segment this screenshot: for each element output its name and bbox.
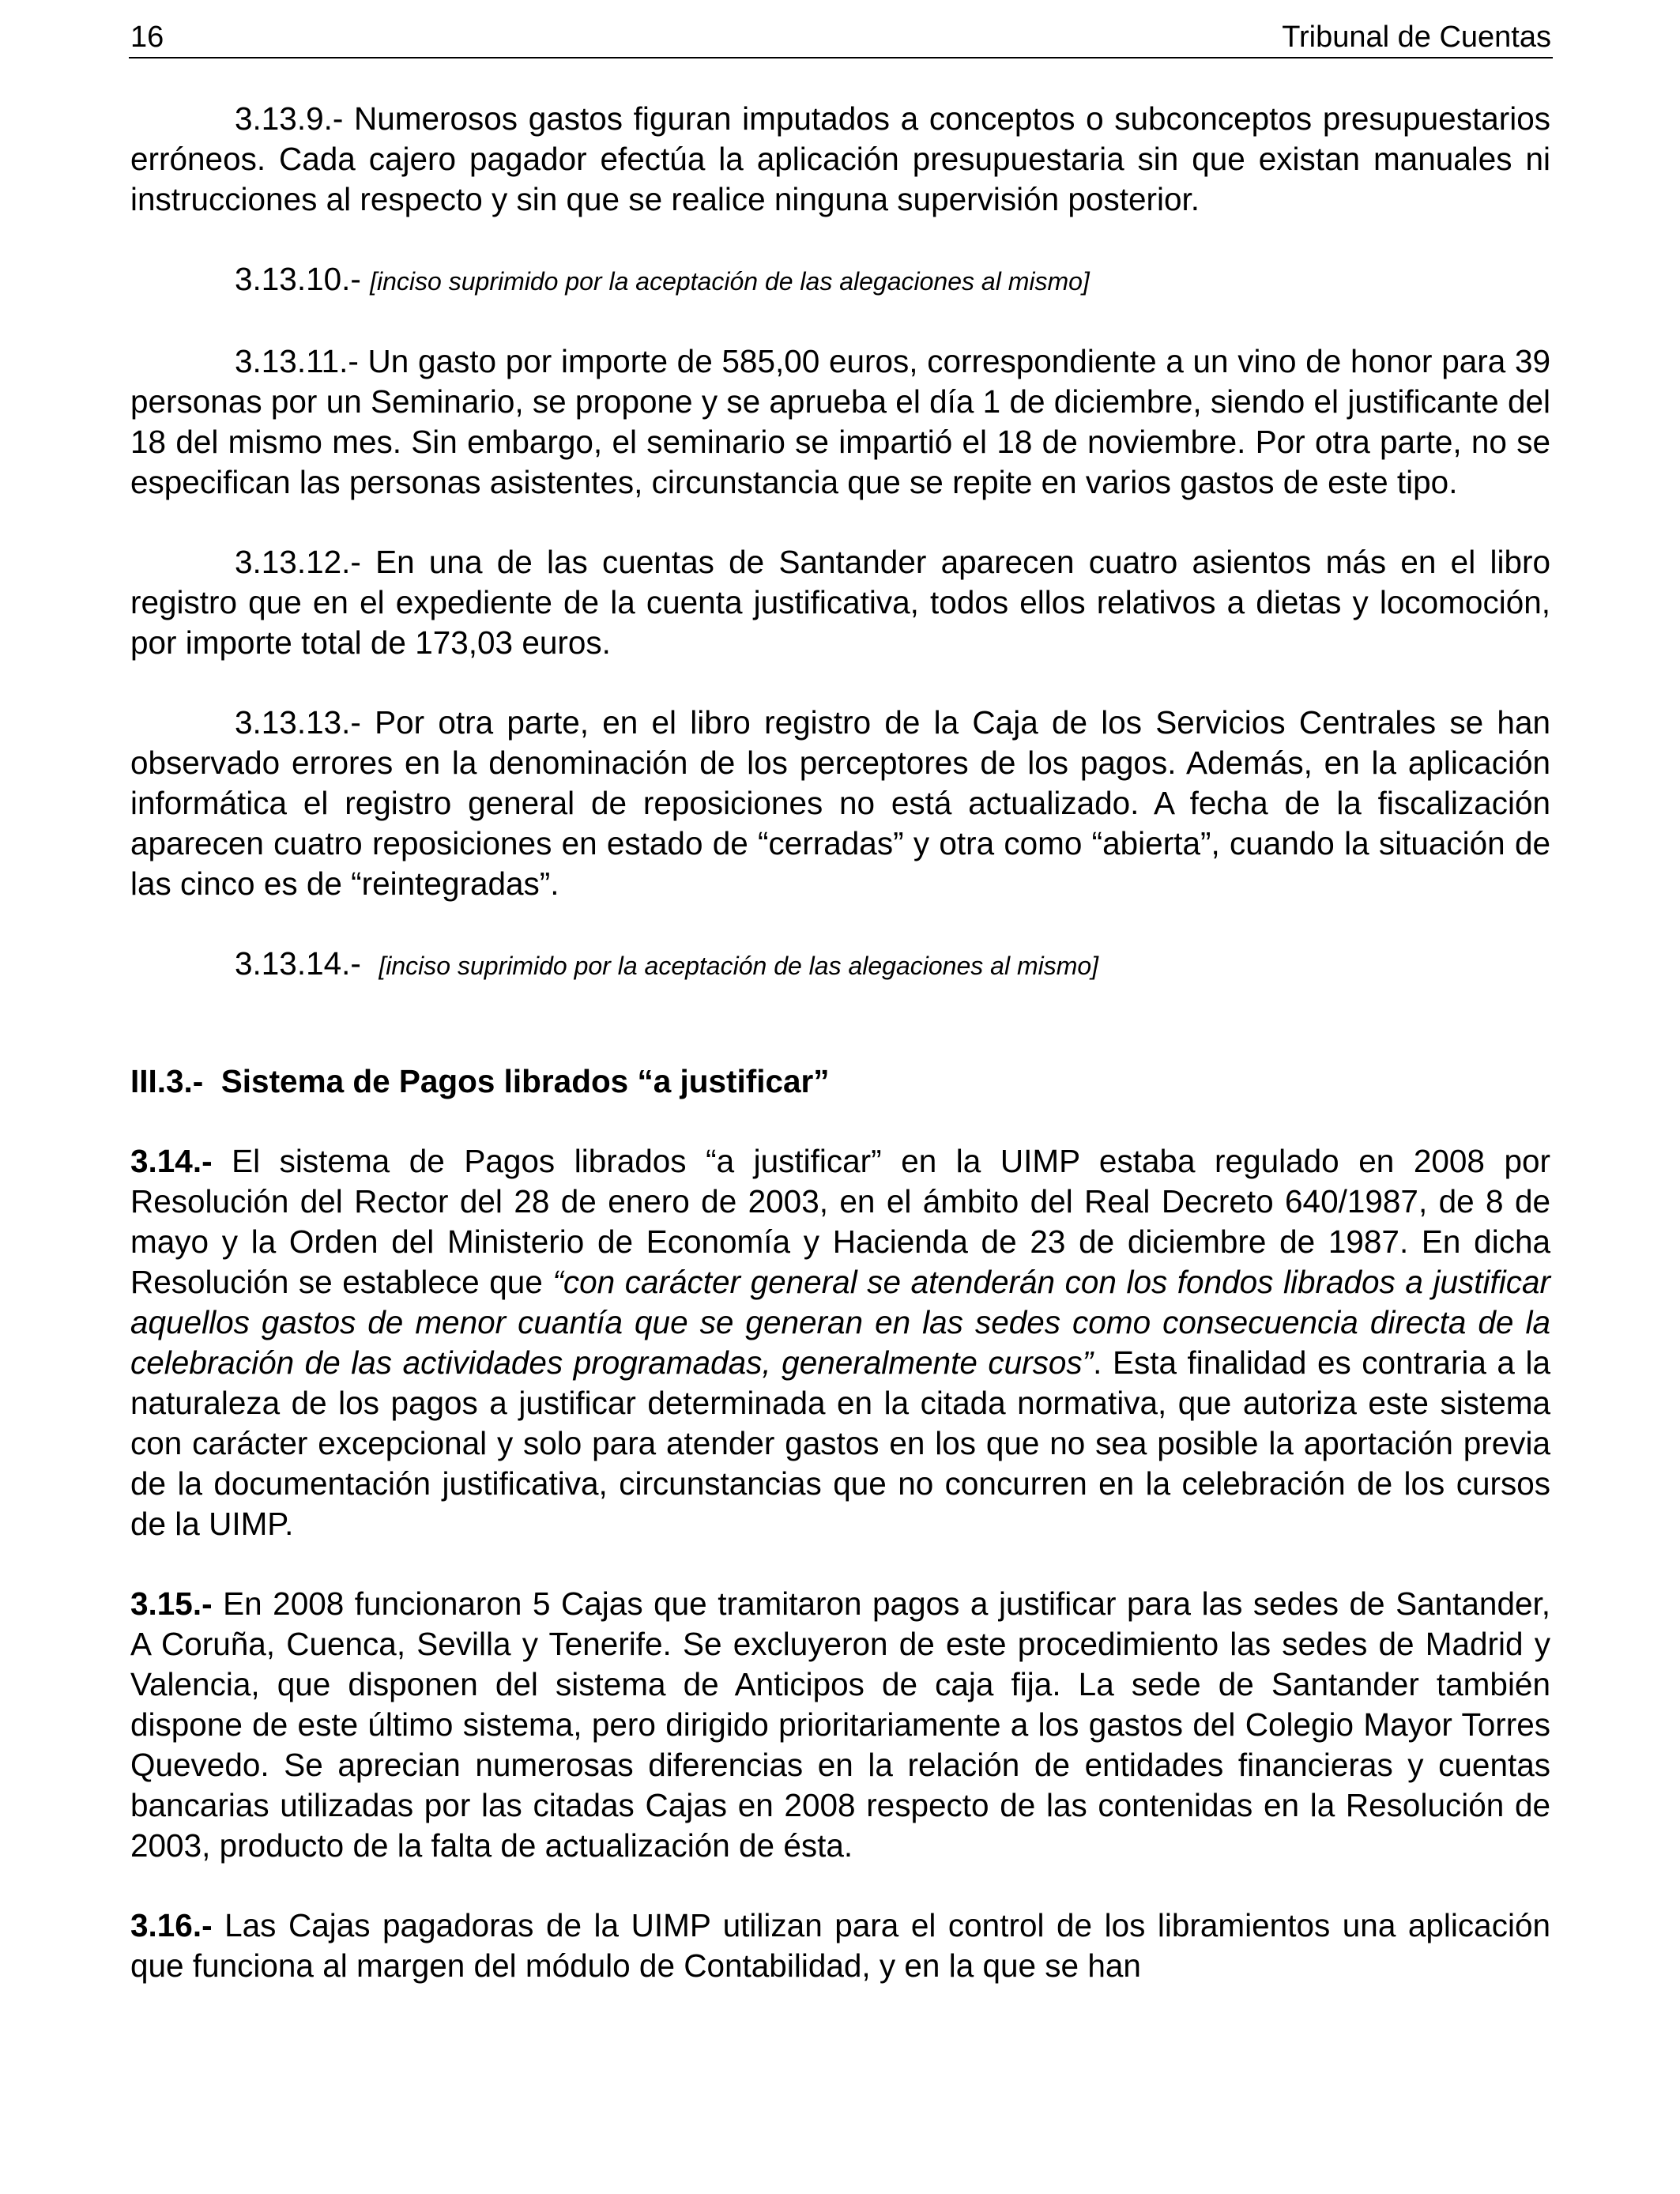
paragraph-text: Por otra parte, en el libro registro de la Caja de los Servicios Centrales se han observado errores en la denominación de los perceptores de los pagos. Además, en la aplicación informática el registro general de reposiciones no está actualizado. A fecha de la fiscalización aparecen cuatro reposiciones en estado de “cerradas” y otra como “abierta”, cuando la situación de las cinco es de “reintegradas”. <box>130 704 1550 902</box>
suppressed-note: [inciso suprimido por la aceptación de las alegaciones al mismo] <box>379 952 1099 980</box>
suppressed-note: [inciso suprimido por la aceptación de las alegaciones al mismo] <box>370 267 1090 296</box>
paragraph-number: 3.13.10.- <box>235 261 371 297</box>
paragraph-3-16 <box>130 1906 1550 1986</box>
paragraph-number: 3.13.9.- <box>235 100 344 137</box>
section-heading: III.3.- Sistema de Pagos librados “a justificar” <box>130 1063 830 1099</box>
paragraph-text: El sistema de Pagos librados “a justificar” en la UIMP estaba regulado en 2008 por Resolución del Rector del 28 de enero de 2003, en el ámbito del Real Decreto 640/1987, de 8 de mayo y la Orden del Ministerio de Economía y Hacienda de 23 de diciembre de 1987. En dicha Resolución se establece que <box>130 1143 1550 1300</box>
paragraph-number: 3.13.13.- <box>235 704 361 741</box>
paragraph-3-13-12 <box>130 542 1550 663</box>
paragraph-text: En una de las cuentas de Santander aparecen cuatro asientos más en el libro registro que en el expediente de la cuenta justificativa, todos ellos relativos a dietas y locomoción, por importe total de 173,03 euros. <box>130 544 1550 661</box>
paragraph-text: En 2008 funcionaron 5 Cajas que tramitaron pagos a justificar para las sedes de Santander, A Coruña, Cuenca, Sevilla y Tenerife. Se excluyeron de este procedimiento las sedes de Madrid y Valencia, que disponen del sistema de Anticipos de caja fija. La sede de Santander también dispone de este último sistema, pero dirigido prioritariamente a los gastos del Colegio Mayor Torres Quevedo. Se aprecian numerosas diferencias en la relación de entidades financieras y cuentas bancarias utilizadas por las citadas Cajas en 2008 respecto de las contenidas en la Resolución de 2003, producto de la falta de actualización de ésta. <box>130 1585 1550 1864</box>
document-body <box>130 99 1550 1986</box>
page-header <box>129 17 1553 58</box>
paragraph-number: 3.15.- <box>130 1585 213 1622</box>
paragraph-3-15 <box>130 1584 1550 1866</box>
paragraph-3-13-10 <box>130 259 1550 302</box>
publisher-name: Tribunal de Cuentas <box>1282 21 1551 54</box>
paragraph-number: 3.14.- <box>130 1143 213 1179</box>
paragraph-3-13-13 <box>130 703 1550 904</box>
paragraph-3-13-14 <box>130 944 1550 986</box>
paragraph-text: Numerosos gastos figuran imputados a conceptos o subconceptos presupuestarios erróneos. Cada cajero pagador efectúa la aplicación presupuestaria sin que existan manuales ni instrucciones al respecto y sin que se realice ninguna supervisión posterior. <box>130 100 1550 217</box>
paragraph-3-14 <box>130 1141 1550 1544</box>
paragraph-number: 3.16.- <box>130 1907 213 1943</box>
paragraph-number: 3.13.14.- <box>235 945 379 982</box>
paragraph-text: Las Cajas pagadoras de la UIMP utilizan para el control de los libramientos una aplicación que funciona al margen del módulo de Contabilidad, y en la que se han <box>130 1907 1550 1984</box>
paragraph-number: 3.13.12.- <box>235 544 361 580</box>
quoted-resolution: “con carácter general se atenderán con los fondos librados a justificar aquellos gastos de menor cuantía que se generan en las sedes como consecuencia directa de la celebración de las actividades programadas, generalmente cursos” <box>130 1264 1551 1381</box>
paragraph-text: Un gasto por importe de 585,00 euros, correspondiente a un vino de honor para 39 personas por un Seminario, se propone y se aprueba el día 1 de diciembre, siendo el justificante del 18 del mismo mes. Sin embargo, el seminario se impartió el 18 de noviembre. Por otra parte, no se especifican las personas asistentes, circunstancia que se repite en varios gastos de este tipo. <box>130 343 1550 500</box>
paragraph-text-continued: . Esta finalidad es contraria a la naturaleza de los pagos a justificar determinada en la citada normativa, que autoriza este sistema con carácter excepcional y solo para atender gastos en los que no sea posible la aportación previa de la documentación justificativa, circunstancias que no concurren en la celebración de los cursos de la UIMP. <box>130 1344 1550 1542</box>
paragraph-3-13-11 <box>130 341 1550 503</box>
page-number: 16 <box>130 21 164 54</box>
paragraph-3-13-9 <box>130 99 1550 220</box>
paragraph-number: 3.13.11.- <box>235 343 359 379</box>
